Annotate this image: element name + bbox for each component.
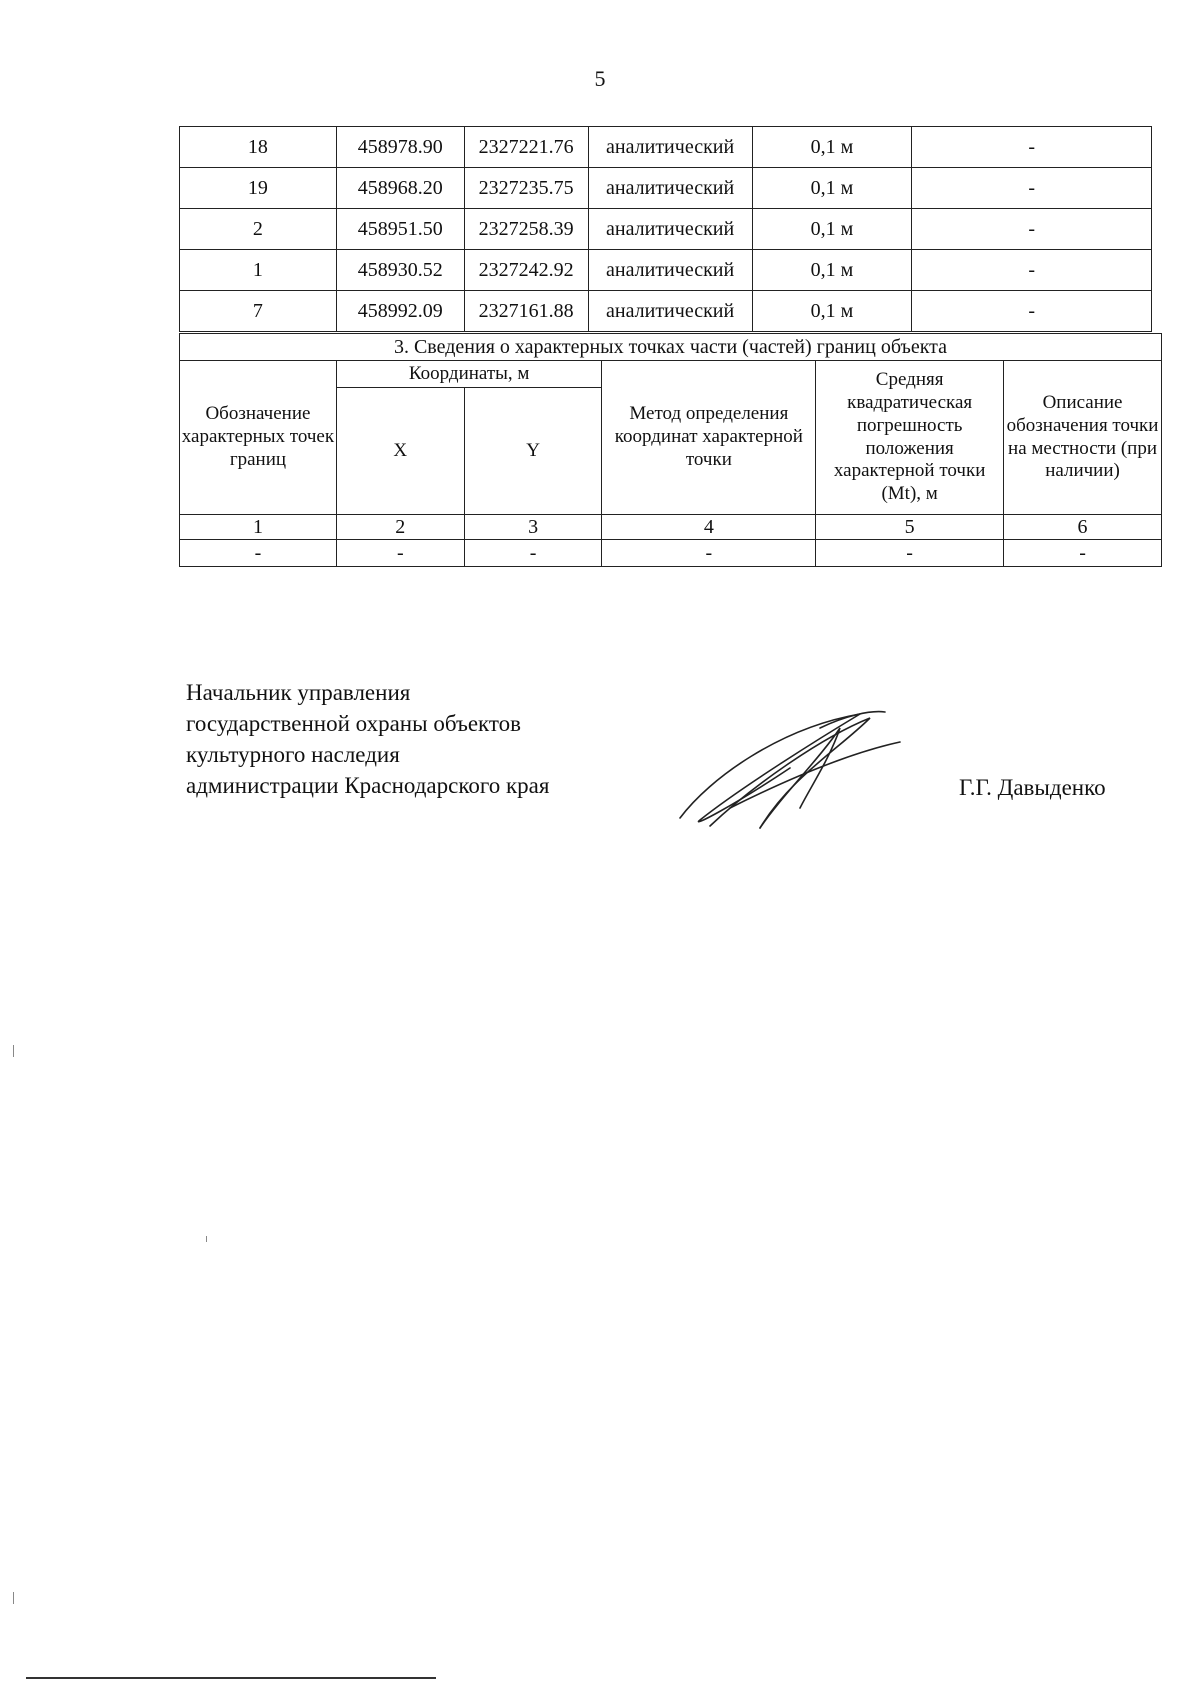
method-cell: аналитический [588,127,752,168]
point-number-cell: 19 [180,168,337,209]
table-row [180,209,1152,250]
empty-cell: - [464,540,602,567]
bottom-rule [26,1677,436,1679]
column-number: 3 [464,515,602,540]
error-cell: 0,1 м [752,291,912,332]
y-coordinate-cell: 2327221.76 [464,127,588,168]
empty-cell: - [816,540,1004,567]
method-cell: аналитический [588,168,752,209]
point-number-cell: 7 [180,291,337,332]
error-cell: 0,1 м [752,209,912,250]
y-coordinate-cell: 2327161.88 [464,291,588,332]
column-number: 2 [336,515,464,540]
signatory-name: Г.Г. Давыденко [959,775,1106,800]
y-coordinate-cell: 2327235.75 [464,168,588,209]
header-coordinates: Координаты, м [336,361,602,388]
x-coordinate-cell: 458978.90 [336,127,464,168]
x-coordinate-cell: 458968.20 [336,168,464,209]
point-number-cell: 2 [180,209,337,250]
method-cell: аналитический [588,291,752,332]
description-cell: - [912,209,1152,250]
position-line: государственной охраны объектов [186,711,522,736]
scan-artifact [206,1236,207,1242]
description-cell: - [912,168,1152,209]
coordinates-table [179,126,1152,332]
error-cell: 0,1 м [752,250,912,291]
column-number: 4 [602,515,816,540]
y-coordinate-cell: 2327258.39 [464,209,588,250]
column-number: 6 [1004,515,1162,540]
description-cell: - [912,250,1152,291]
method-cell: аналитический [588,209,752,250]
empty-cell: - [1004,540,1162,567]
point-number-cell: 1 [180,250,337,291]
handwritten-signature [670,708,910,838]
x-coordinate-cell: 458930.52 [336,250,464,291]
error-cell: 0,1 м [752,168,912,209]
position-line: Начальник управления [186,680,411,705]
y-coordinate-cell: 2327242.92 [464,250,588,291]
x-coordinate-cell: 458951.50 [336,209,464,250]
table-row [180,127,1152,168]
scan-artifact [13,1592,14,1604]
page-number: 5 [594,66,606,91]
x-coordinate-cell: 458992.09 [336,291,464,332]
empty-cell: - [602,540,816,567]
part-points-table [179,333,1162,567]
table-row [180,291,1152,332]
position-line: культурного наследия [186,742,400,767]
header-x: X [336,388,464,515]
empty-cell: - [336,540,464,567]
point-number-cell: 18 [180,127,337,168]
header-description: Описание обозначения точки на местности (при наличии) [1004,361,1162,515]
description-cell: - [912,291,1152,332]
position-line: администрации Краснодарского края [186,773,550,798]
header-y: Y [464,388,602,515]
scan-artifact [13,1045,14,1057]
error-cell: 0,1 м [752,127,912,168]
description-cell: - [912,127,1152,168]
header-error: Средняя квадратическая погрешность положения характерной точки (Mt), м [816,361,1004,515]
method-cell: аналитический [588,250,752,291]
signatory-position [186,677,549,801]
empty-cell: - [180,540,337,567]
column-number: 1 [180,515,337,540]
table-row [180,168,1152,209]
header-point-designation: Обозначение характерных точек границ [180,361,337,515]
header-method: Метод определения координат характерной точки [602,361,816,515]
column-number: 5 [816,515,1004,540]
table-row [180,250,1152,291]
section-title: 3. Сведения о характерных точках части (частей) границ объекта [180,334,1162,361]
